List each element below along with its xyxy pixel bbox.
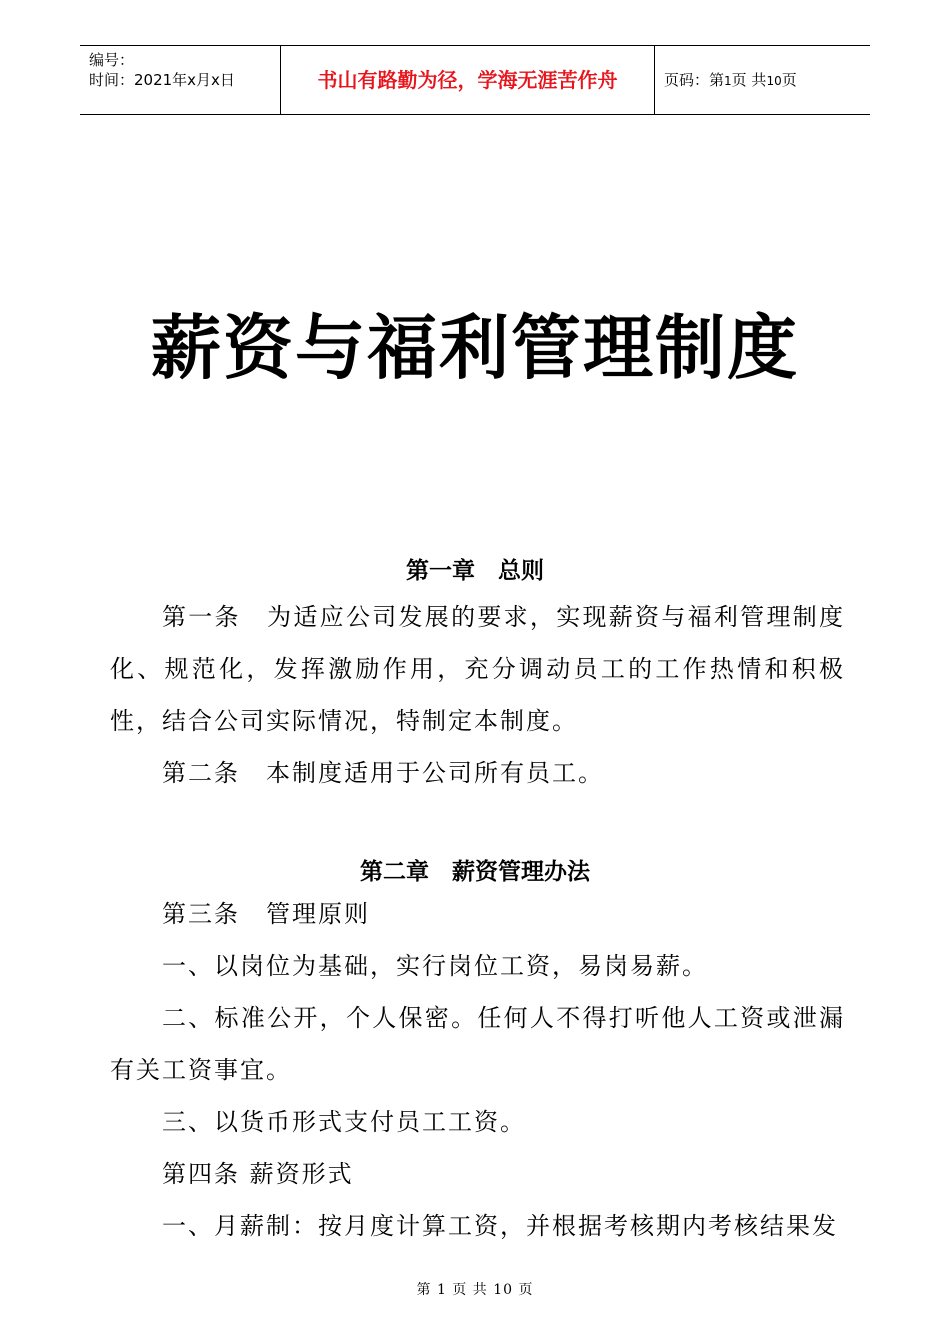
page-number: 1 — [724, 74, 732, 88]
page-total: 10 — [766, 74, 782, 88]
principle-2: 二、标准公开，个人保密。任何人不得打听他人工资或泄漏有关工资事宜。 — [110, 1004, 845, 1084]
header-meta-cell — [80, 46, 281, 114]
chapter-1-heading: 第一章 总则 — [406, 558, 544, 584]
chapter-2-body — [110, 888, 845, 1252]
document-header — [80, 45, 870, 115]
article-2: 第二条 本制度适用于公司所有员工。 — [162, 759, 604, 787]
article-1: 第一条 为适应公司发展的要求，实现薪资与福利管理制度化、规范化，发挥激励作用，充分调动员工的工作热情和积极性，结合公司实际情况，特制定本制度。 — [110, 603, 845, 735]
principle-1: 一、以岗位为基础，实行岗位工资，易岗易薪。 — [162, 952, 708, 980]
chapter-1-body — [110, 591, 845, 799]
page-mid: 页 共 — [731, 71, 767, 89]
article-3: 第三条 管理原则 — [162, 900, 370, 928]
article-4: 第四条 薪资形式 — [162, 1160, 354, 1188]
page-footer: 第 1 页 共 10 页 — [416, 1282, 534, 1298]
header-page-info — [655, 46, 870, 114]
doc-number-label: 编号： — [89, 51, 135, 69]
chapter-2-heading: 第二章 薪资管理办法 — [360, 859, 590, 885]
page-prefix: 页码：第 — [664, 71, 725, 89]
doc-time-label: 时间：2021年x月x日 — [89, 71, 235, 89]
salary-form-1: 一、月薪制：按月度计算工资，并根据考核期内考核结果发 — [162, 1212, 838, 1240]
document-title: 薪资与福利管理制度 — [151, 306, 799, 389]
principle-3: 三、以货币形式支付员工工资。 — [162, 1108, 526, 1136]
header-motto: 书山有路勤为径，学海无涯苦作舟 — [281, 46, 655, 114]
page-suffix: 页 — [781, 71, 797, 89]
